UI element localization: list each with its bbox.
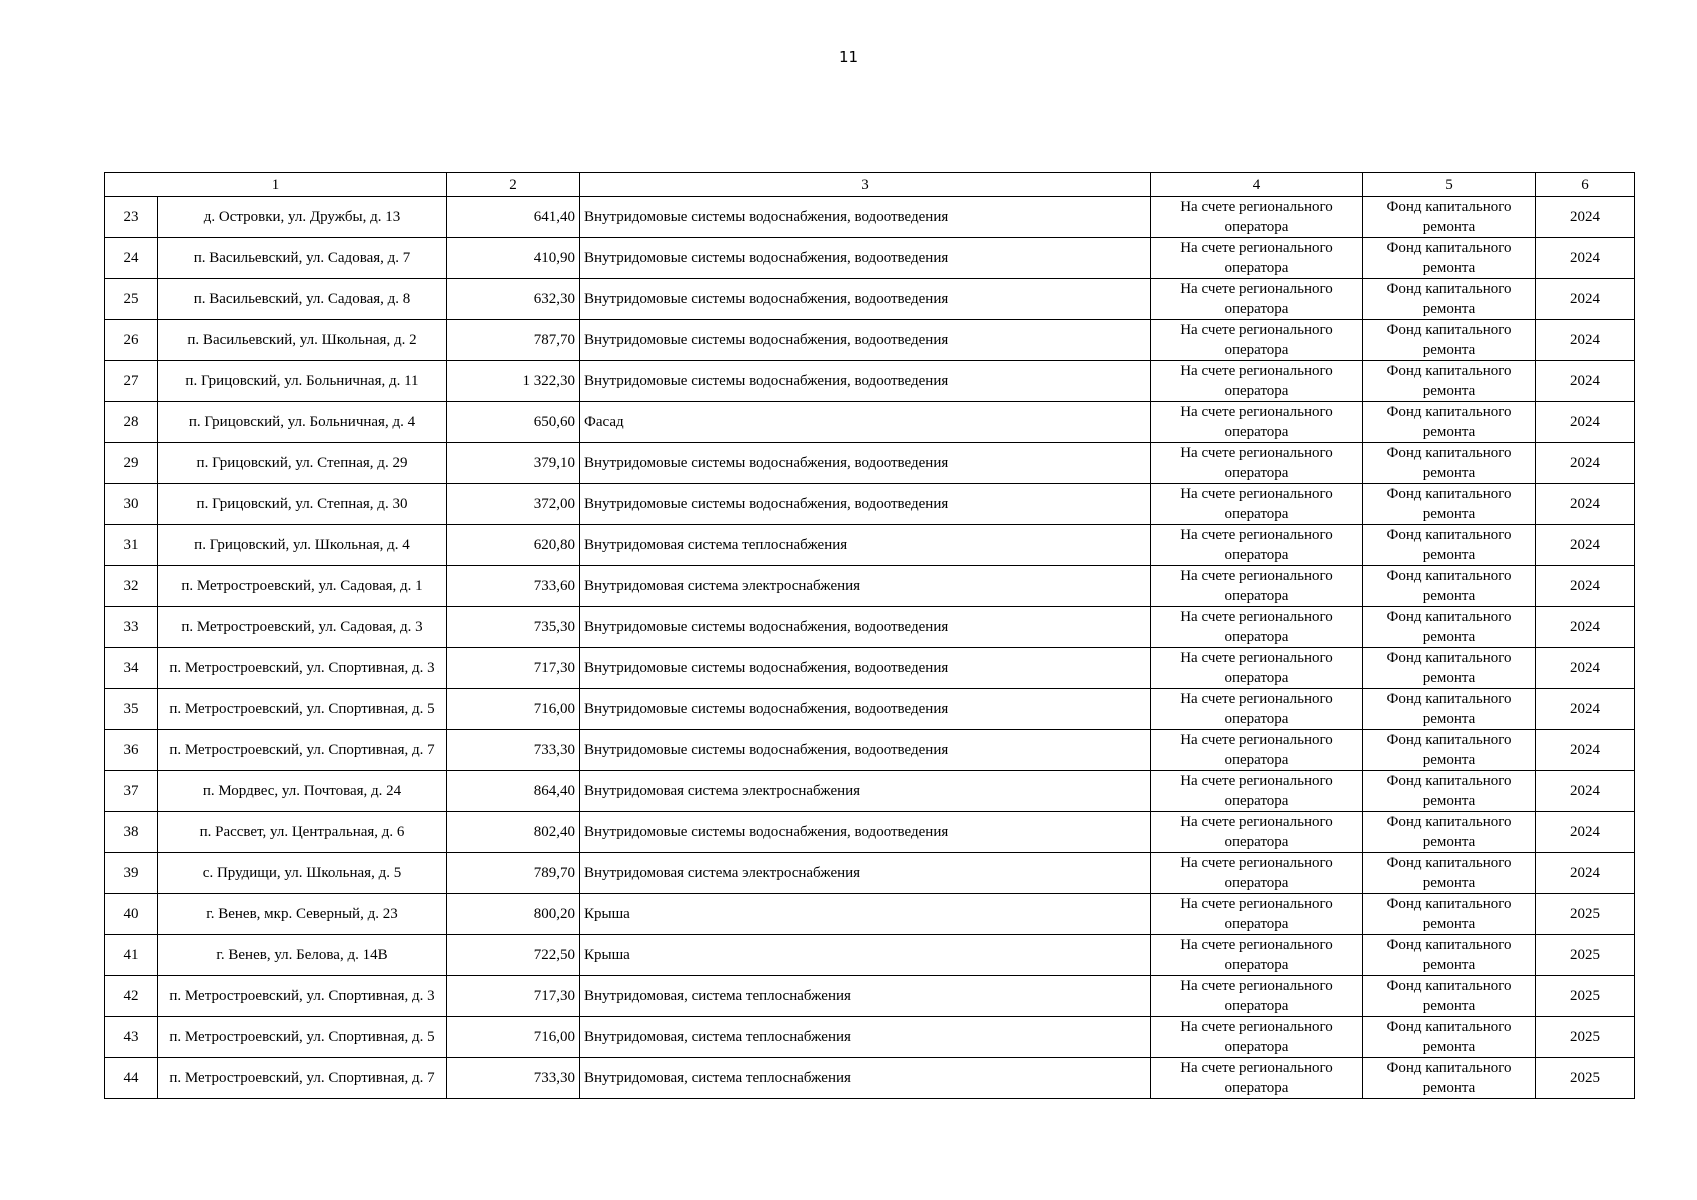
year-cell: 2024 <box>1536 607 1635 648</box>
area-cell: 864,40 <box>447 771 580 812</box>
address-cell: п. Метростроевский, ул. Спортивная, д. 3 <box>158 976 447 1017</box>
year-cell: 2024 <box>1536 197 1635 238</box>
year-cell: 2024 <box>1536 402 1635 443</box>
table-row <box>105 935 1635 976</box>
row-number-cell: 44 <box>105 1058 158 1099</box>
table-row <box>105 1017 1635 1058</box>
column-number: 4 <box>1151 173 1363 197</box>
work-type-cell: Внутридомовые системы водоснабжения, водоотведения <box>580 607 1151 648</box>
area-cell: 372,00 <box>447 484 580 525</box>
work-type-cell: Внутридомовые системы водоснабжения, водоотведения <box>580 320 1151 361</box>
year-cell: 2025 <box>1536 1017 1635 1058</box>
year-cell: 2025 <box>1536 894 1635 935</box>
funding-source-cell: Фонд капитального ремонта <box>1363 484 1536 525</box>
address-cell: п. Метростроевский, ул. Спортивная, д. 7 <box>158 1058 447 1099</box>
area-cell: 716,00 <box>447 1017 580 1058</box>
area-cell: 641,40 <box>447 197 580 238</box>
fund-account-cell: На счете регионального оператора <box>1151 361 1363 402</box>
address-cell: п. Рассвет, ул. Центральная, д. 6 <box>158 812 447 853</box>
fund-account-cell: На счете регионального оператора <box>1151 525 1363 566</box>
funding-source-cell: Фонд капитального ремонта <box>1363 730 1536 771</box>
table-row <box>105 402 1635 443</box>
page-number: 11 <box>838 48 859 66</box>
area-cell: 735,30 <box>447 607 580 648</box>
year-cell: 2025 <box>1536 1058 1635 1099</box>
address-cell: п. Грицовский, ул. Степная, д. 29 <box>158 443 447 484</box>
fund-account-cell: На счете регионального оператора <box>1151 443 1363 484</box>
address-cell: п. Грицовский, ул. Больничная, д. 11 <box>158 361 447 402</box>
address-cell: с. Прудищи, ул. Школьная, д. 5 <box>158 853 447 894</box>
work-type-cell: Внутридомовая, система теплоснабжения <box>580 1058 1151 1099</box>
work-type-cell: Внутридомовая система электроснабжения <box>580 771 1151 812</box>
funding-source-cell: Фонд капитального ремонта <box>1363 976 1536 1017</box>
row-number-cell: 39 <box>105 853 158 894</box>
table-row <box>105 812 1635 853</box>
table-row <box>105 689 1635 730</box>
funding-source-cell: Фонд капитального ремонта <box>1363 443 1536 484</box>
year-cell: 2024 <box>1536 853 1635 894</box>
fund-account-cell: На счете регионального оператора <box>1151 279 1363 320</box>
area-cell: 787,70 <box>447 320 580 361</box>
fund-account-cell: На счете регионального оператора <box>1151 935 1363 976</box>
row-number-cell: 35 <box>105 689 158 730</box>
address-cell: д. Островки, ул. Дружбы, д. 13 <box>158 197 447 238</box>
address-cell: п. Мордвес, ул. Почтовая, д. 24 <box>158 771 447 812</box>
table-row <box>105 1058 1635 1099</box>
area-cell: 717,30 <box>447 648 580 689</box>
address-cell: п. Васильевский, ул. Школьная, д. 2 <box>158 320 447 361</box>
fund-account-cell: На счете регионального оператора <box>1151 320 1363 361</box>
fund-account-cell: На счете регионального оператора <box>1151 689 1363 730</box>
area-cell: 733,30 <box>447 1058 580 1099</box>
work-type-cell: Внутридомовые системы водоснабжения, водоотведения <box>580 648 1151 689</box>
row-number-cell: 37 <box>105 771 158 812</box>
address-cell: п. Метростроевский, ул. Садовая, д. 1 <box>158 566 447 607</box>
column-number: 5 <box>1363 173 1536 197</box>
work-type-cell: Внутридомовые системы водоснабжения, водоотведения <box>580 197 1151 238</box>
address-cell: г. Венев, мкр. Северный, д. 23 <box>158 894 447 935</box>
work-type-cell: Крыша <box>580 894 1151 935</box>
table-row <box>105 525 1635 566</box>
area-cell: 800,20 <box>447 894 580 935</box>
address-cell: п. Метростроевский, ул. Спортивная, д. 5 <box>158 689 447 730</box>
address-cell: п. Метростроевский, ул. Спортивная, д. 3 <box>158 648 447 689</box>
funding-source-cell: Фонд капитального ремонта <box>1363 1058 1536 1099</box>
funding-source-cell: Фонд капитального ремонта <box>1363 197 1536 238</box>
column-number: 1 <box>105 173 447 197</box>
table-row <box>105 197 1635 238</box>
row-number-cell: 34 <box>105 648 158 689</box>
fund-account-cell: На счете регионального оператора <box>1151 894 1363 935</box>
row-number-cell: 31 <box>105 525 158 566</box>
funding-source-cell: Фонд капитального ремонта <box>1363 361 1536 402</box>
address-cell: п. Метростроевский, ул. Спортивная, д. 5 <box>158 1017 447 1058</box>
funding-source-cell: Фонд капитального ремонта <box>1363 853 1536 894</box>
year-cell: 2024 <box>1536 566 1635 607</box>
funding-source-cell: Фонд капитального ремонта <box>1363 320 1536 361</box>
fund-account-cell: На счете регионального оператора <box>1151 730 1363 771</box>
work-type-cell: Внутридомовые системы водоснабжения, водоотведения <box>580 484 1151 525</box>
row-number-cell: 38 <box>105 812 158 853</box>
area-cell: 716,00 <box>447 689 580 730</box>
year-cell: 2024 <box>1536 320 1635 361</box>
table-row <box>105 484 1635 525</box>
year-cell: 2024 <box>1536 279 1635 320</box>
area-cell: 802,40 <box>447 812 580 853</box>
fund-account-cell: На счете регионального оператора <box>1151 1017 1363 1058</box>
year-cell: 2025 <box>1536 935 1635 976</box>
table-row <box>105 443 1635 484</box>
fund-account-cell: На счете регионального оператора <box>1151 812 1363 853</box>
fund-account-cell: На счете регионального оператора <box>1151 1058 1363 1099</box>
area-cell: 1 322,30 <box>447 361 580 402</box>
work-type-cell: Внутридомовые системы водоснабжения, водоотведения <box>580 279 1151 320</box>
funding-source-cell: Фонд капитального ремонта <box>1363 812 1536 853</box>
area-cell: 650,60 <box>447 402 580 443</box>
address-cell: п. Метростроевский, ул. Спортивная, д. 7 <box>158 730 447 771</box>
address-cell: п. Грицовский, ул. Больничная, д. 4 <box>158 402 447 443</box>
funding-source-cell: Фонд капитального ремонта <box>1363 525 1536 566</box>
year-cell: 2024 <box>1536 238 1635 279</box>
address-cell: п. Грицовский, ул. Степная, д. 30 <box>158 484 447 525</box>
funding-source-cell: Фонд капитального ремонта <box>1363 935 1536 976</box>
work-type-cell: Внутридомовые системы водоснабжения, водоотведения <box>580 812 1151 853</box>
column-number: 2 <box>447 173 580 197</box>
row-number-cell: 36 <box>105 730 158 771</box>
area-cell: 379,10 <box>447 443 580 484</box>
work-type-cell: Внутридомовая, система теплоснабжения <box>580 976 1151 1017</box>
year-cell: 2024 <box>1536 771 1635 812</box>
fund-account-cell: На счете регионального оператора <box>1151 238 1363 279</box>
area-cell: 733,60 <box>447 566 580 607</box>
table-row <box>105 771 1635 812</box>
row-number-cell: 30 <box>105 484 158 525</box>
year-cell: 2024 <box>1536 689 1635 730</box>
funding-source-cell: Фонд капитального ремонта <box>1363 1017 1536 1058</box>
year-cell: 2024 <box>1536 812 1635 853</box>
work-type-cell: Внутридомовая система электроснабжения <box>580 853 1151 894</box>
area-cell: 717,30 <box>447 976 580 1017</box>
table-row <box>105 361 1635 402</box>
row-number-cell: 42 <box>105 976 158 1017</box>
work-type-cell: Внутридомовые системы водоснабжения, водоотведения <box>580 689 1151 730</box>
row-number-cell: 23 <box>105 197 158 238</box>
fund-account-cell: На счете регионального оператора <box>1151 197 1363 238</box>
address-cell: п. Васильевский, ул. Садовая, д. 7 <box>158 238 447 279</box>
fund-account-cell: На счете регионального оператора <box>1151 771 1363 812</box>
row-number-cell: 25 <box>105 279 158 320</box>
table-row <box>105 730 1635 771</box>
year-cell: 2024 <box>1536 443 1635 484</box>
row-number-cell: 26 <box>105 320 158 361</box>
fund-account-cell: На счете регионального оператора <box>1151 402 1363 443</box>
work-type-cell: Внутридомовые системы водоснабжения, водоотведения <box>580 730 1151 771</box>
area-cell: 789,70 <box>447 853 580 894</box>
row-number-cell: 40 <box>105 894 158 935</box>
work-type-cell: Внутридомовые системы водоснабжения, водоотведения <box>580 361 1151 402</box>
year-cell: 2024 <box>1536 484 1635 525</box>
funding-source-cell: Фонд капитального ремонта <box>1363 689 1536 730</box>
fund-account-cell: На счете регионального оператора <box>1151 853 1363 894</box>
address-cell: г. Венев, ул. Белова, д. 14В <box>158 935 447 976</box>
table-row <box>105 976 1635 1017</box>
work-type-cell: Внутридомовая система электроснабжения <box>580 566 1151 607</box>
funding-source-cell: Фонд капитального ремонта <box>1363 607 1536 648</box>
work-type-cell: Внутридомовые системы водоснабжения, водоотведения <box>580 443 1151 484</box>
table-row <box>105 566 1635 607</box>
row-number-cell: 24 <box>105 238 158 279</box>
fund-account-cell: На счете регионального оператора <box>1151 976 1363 1017</box>
work-type-cell: Внутридомовая система теплоснабжения <box>580 525 1151 566</box>
funding-source-cell: Фонд капитального ремонта <box>1363 238 1536 279</box>
year-cell: 2024 <box>1536 730 1635 771</box>
table-row <box>105 238 1635 279</box>
work-type-cell: Внутридомовая, система теплоснабжения <box>580 1017 1151 1058</box>
work-type-cell: Внутридомовые системы водоснабжения, водоотведения <box>580 238 1151 279</box>
address-cell: п. Васильевский, ул. Садовая, д. 8 <box>158 279 447 320</box>
funding-source-cell: Фонд капитального ремонта <box>1363 279 1536 320</box>
row-number-cell: 32 <box>105 566 158 607</box>
year-cell: 2024 <box>1536 648 1635 689</box>
address-cell: п. Грицовский, ул. Школьная, д. 4 <box>158 525 447 566</box>
row-number-cell: 33 <box>105 607 158 648</box>
row-number-cell: 28 <box>105 402 158 443</box>
column-number: 3 <box>580 173 1151 197</box>
year-cell: 2025 <box>1536 976 1635 1017</box>
funding-source-cell: Фонд капитального ремонта <box>1363 894 1536 935</box>
area-cell: 632,30 <box>447 279 580 320</box>
row-number-cell: 29 <box>105 443 158 484</box>
fund-account-cell: На счете регионального оператора <box>1151 607 1363 648</box>
table-row <box>105 279 1635 320</box>
funding-source-cell: Фонд капитального ремонта <box>1363 771 1536 812</box>
area-cell: 722,50 <box>447 935 580 976</box>
funding-source-cell: Фонд капитального ремонта <box>1363 402 1536 443</box>
fund-account-cell: На счете регионального оператора <box>1151 566 1363 607</box>
column-number: 6 <box>1536 173 1635 197</box>
work-type-cell: Фасад <box>580 402 1151 443</box>
year-cell: 2024 <box>1536 525 1635 566</box>
year-cell: 2024 <box>1536 361 1635 402</box>
funding-source-cell: Фонд капитального ремонта <box>1363 648 1536 689</box>
work-type-cell: Крыша <box>580 935 1151 976</box>
area-cell: 410,90 <box>447 238 580 279</box>
funding-source-cell: Фонд капитального ремонта <box>1363 566 1536 607</box>
table-row <box>105 894 1635 935</box>
row-number-cell: 41 <box>105 935 158 976</box>
address-cell: п. Метростроевский, ул. Садовая, д. 3 <box>158 607 447 648</box>
table-row <box>105 648 1635 689</box>
area-cell: 620,80 <box>447 525 580 566</box>
table-row <box>105 853 1635 894</box>
row-number-cell: 27 <box>105 361 158 402</box>
column-number-row <box>105 173 1635 197</box>
fund-account-cell: На счете регионального оператора <box>1151 484 1363 525</box>
repair-schedule-table <box>104 172 1635 1099</box>
table-row <box>105 320 1635 361</box>
row-number-cell: 43 <box>105 1017 158 1058</box>
fund-account-cell: На счете регионального оператора <box>1151 648 1363 689</box>
table-row <box>105 607 1635 648</box>
area-cell: 733,30 <box>447 730 580 771</box>
